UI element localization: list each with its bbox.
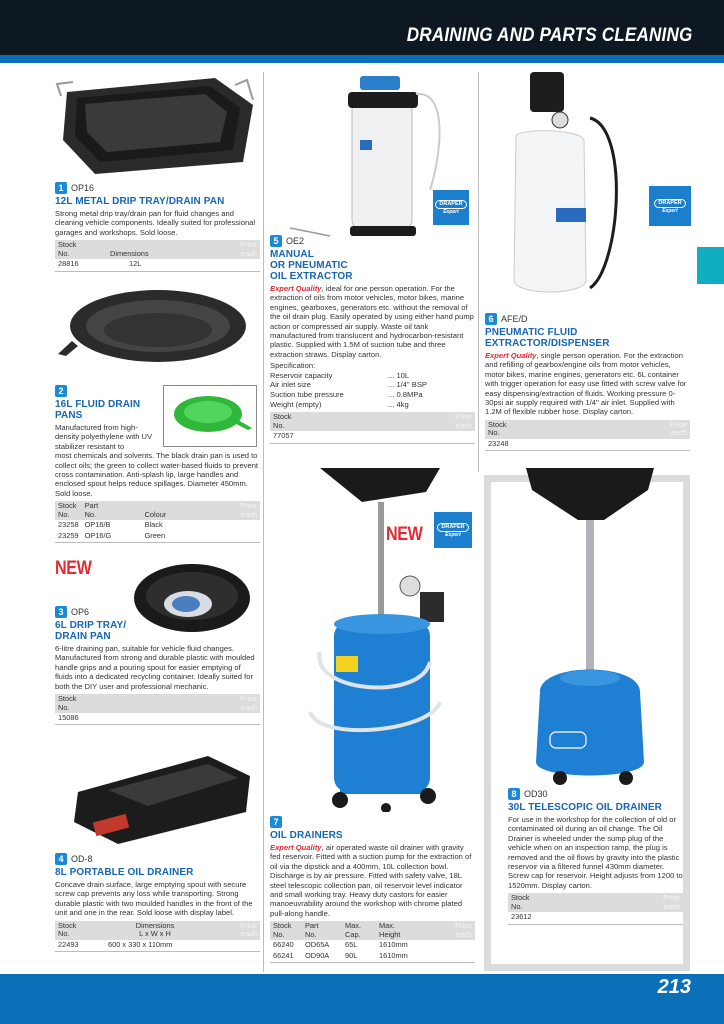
- product-code: OP16: [71, 182, 95, 193]
- stock-table: Stock No. Part No. Colour Price each 23258 OP16/B Black 23259 OP16/G Green: [55, 501, 260, 543]
- product-description-part1: Manufactured from high-density polyethylene with UV stabilizer resistant to: [55, 423, 153, 451]
- item-number-badge: 7: [270, 816, 282, 828]
- item-number-badge: 8: [508, 788, 520, 800]
- product-oe2: [270, 234, 475, 444]
- stock-table: Stock No. Price each 15086: [55, 694, 260, 725]
- product-oil-drainers: [270, 815, 475, 963]
- item-number-badge: 4: [55, 853, 67, 865]
- page-footer: [0, 974, 724, 1024]
- stock-table: Stock No. Price each 23248: [485, 420, 690, 451]
- stock-table: Stock No. Dimensions Price each 28816 12L: [55, 240, 260, 271]
- specification-list: Specification: Reservoir capacity ... 10L Air inlet size ... 1/4" BSP Suction tube pressure ... 0.8MPa Weight (empty) ... 4kg: [270, 361, 427, 409]
- product-title: 30L TELESCOPIC OIL DRAINER: [508, 802, 662, 813]
- item-number-badge: 3: [55, 606, 67, 618]
- section-tab-marker[interactable]: [697, 247, 724, 284]
- metal-drip-tray-image: [55, 70, 260, 180]
- column-divider: [478, 72, 479, 472]
- table-row: 15086: [55, 713, 260, 725]
- new-badge: NEW: [55, 558, 92, 579]
- table-row: 28816 12L: [55, 259, 260, 271]
- product-op16: [55, 181, 260, 272]
- product-title: OIL DRAINERS: [270, 830, 343, 841]
- product-description: For use in the workshop for the collection of old or contaminated oil during an oil change. The Oil Drainer is wheeled under the sump plug of the vehicle when on an inspection ramp, the plug is removed and the oil flows by gravity into the plastic reservoir via a filtered funnel 430mm diameter. Screw cap for reservoir. Height adjusts from 1200 to 1520mm. Display carton.: [508, 815, 683, 890]
- item-number-badge: 6: [485, 313, 497, 325]
- column-divider: [263, 72, 264, 972]
- product-description: 6-litre draining pan, suitable for vehicle fluid changes. Manufactured from strong and durable plastic with moulded handle grips and a pouring spout for easier emptying of fluids into a dedicated recycling container. Ideally suited for both the DIY user and professional mechanic.: [55, 644, 255, 691]
- table-row: 23258 OP16/B Black: [58, 520, 163, 530]
- pneumatic-fluid-extractor-image: [500, 68, 620, 308]
- table-row: 22493 600 x 330 x 110mm: [55, 940, 260, 952]
- table-row: 66241 OD90A 90L 1610mm: [270, 951, 475, 963]
- product-title: 6L DRIP TRAY/ DRAIN PAN: [55, 620, 127, 642]
- product-title: 16L FLUID DRAIN PANS: [55, 399, 141, 421]
- new-badge: NEW: [386, 524, 423, 545]
- product-od30: [508, 787, 683, 925]
- product-code: OE2: [286, 235, 305, 246]
- section-title: DRAINING AND PARTS CLEANING: [406, 25, 692, 46]
- product-code: OD30: [524, 788, 548, 799]
- product-description: Expert Quality, single person operation. For the extraction and refilling of gearbox/engine oils from motor vehicles, motor bikes, marine engines, generators etc. 6L container with trigger operation for easy use fitted with screw valve for easy dispensing/extraction of fluids. Working pressure 0-30psi air supply required with 1/4" air inlet. Supplied with 1.2M of flexible rubber hose. Display carton.: [485, 351, 687, 417]
- product-title: PNEUMATIC FLUID EXTRACTOR/DISPENSER: [485, 327, 610, 349]
- item-number-badge: 2: [55, 385, 67, 397]
- stock-table: Stock No. Part No. Max. Cap. Max. Height Price each 66240 OD65A 65L 1610mm 66241 OD90A 90L 1610mm: [270, 921, 475, 963]
- product-title: MANUAL OR PNEUMATIC OIL EXTRACTOR: [270, 249, 353, 282]
- table-row: 77057: [270, 431, 475, 443]
- product-description: Expert Quality, ideal for one person operation. For the extraction of oils from motor vehicles, motor bikes, marine engines, gearboxes, generators etc. without the removal of the oil drain plug. Easily operated by using either hand pump action or compressed air supply. Waste oil tank manufactured from translucent and hydrocarbon-resistant plastic. Supplied with 1.5M of suction tube and three extraction straws. Display carton.: [270, 284, 474, 359]
- header-stripe: [0, 55, 724, 63]
- stock-table: Stock No. Price each 23612: [508, 893, 683, 924]
- table-row: 23612: [508, 912, 683, 924]
- product-description: Expert Quality, air operated waste oil drainer with gravity fed reservoir. Fitted with a suction pump for the extraction of oil via the dipstick and a 400mm, 10L collection bowl. Discharge is by air pressure. Fitted with safety valve, 18L steel telescopic collection pan, oil reservoir level indicator and small working tray. Heavy duty castors for easier manoeuvrability around the workshop with chrome plated pull-along handle.: [270, 843, 472, 918]
- table-row: 23248: [485, 439, 690, 451]
- product-description-part2: most chemicals and solvents. The black drain pan is used to collect oils; the green to collect water-based fluids to prevent cross contamination. Anti-splash lip, large handles and enclosed spout helps reduce spillages. Diameter 450mm. Sold loose.: [55, 451, 259, 498]
- stock-table: Stock No. Price each 77057: [270, 412, 475, 443]
- draper-expert-logo: DRAPER Expert: [433, 190, 469, 225]
- table-row: 66240 OD65A 65L 1610mm: [273, 940, 408, 950]
- page-number: 213: [657, 976, 691, 998]
- product-code: OP6: [71, 606, 90, 617]
- black-drain-pan-image: [58, 286, 248, 376]
- telescopic-oil-drainer-image: [520, 462, 660, 792]
- stock-table: Stock No. Dimensions L x W x H Price each 22493 600 x 330 x 110mm: [55, 921, 260, 952]
- item-number-badge: 5: [270, 235, 282, 247]
- product-code: AFE/D: [501, 313, 528, 324]
- product-op6: [55, 605, 260, 725]
- product-code: OD-8: [71, 853, 93, 864]
- item-number-badge: 1: [55, 182, 67, 194]
- table-row: 23259 OP16/G Green: [55, 531, 260, 543]
- draper-expert-logo: DRAPER Expert: [434, 512, 472, 548]
- product-title: 12L METAL DRIP TRAY/DRAIN PAN: [55, 196, 225, 207]
- product-description: Concave drain surface, large emptying spout with secure screw cap prevents any loss while transporting. Strong durable plastic with two moulded handles in the front of the unit and one in the rear. Sold loose with display label.: [55, 880, 253, 918]
- product-afe-d: [485, 312, 690, 451]
- product-title: 8L PORTABLE OIL DRAINER: [55, 867, 194, 878]
- oil-drainer-image: [300, 462, 450, 812]
- product-op16-fluid-pans: [55, 384, 260, 543]
- stock-number: 28816: [55, 259, 107, 271]
- product-description: Strong metal drip tray/drain pan for fluid changes and cleaning vehicle components. Ideally suited for professional garages and workshops. Sold loose.: [55, 209, 256, 237]
- product-od8: [55, 852, 260, 952]
- draper-expert-logo: DRAPER Expert: [649, 186, 691, 226]
- portable-oil-drainer-image: [68, 752, 253, 847]
